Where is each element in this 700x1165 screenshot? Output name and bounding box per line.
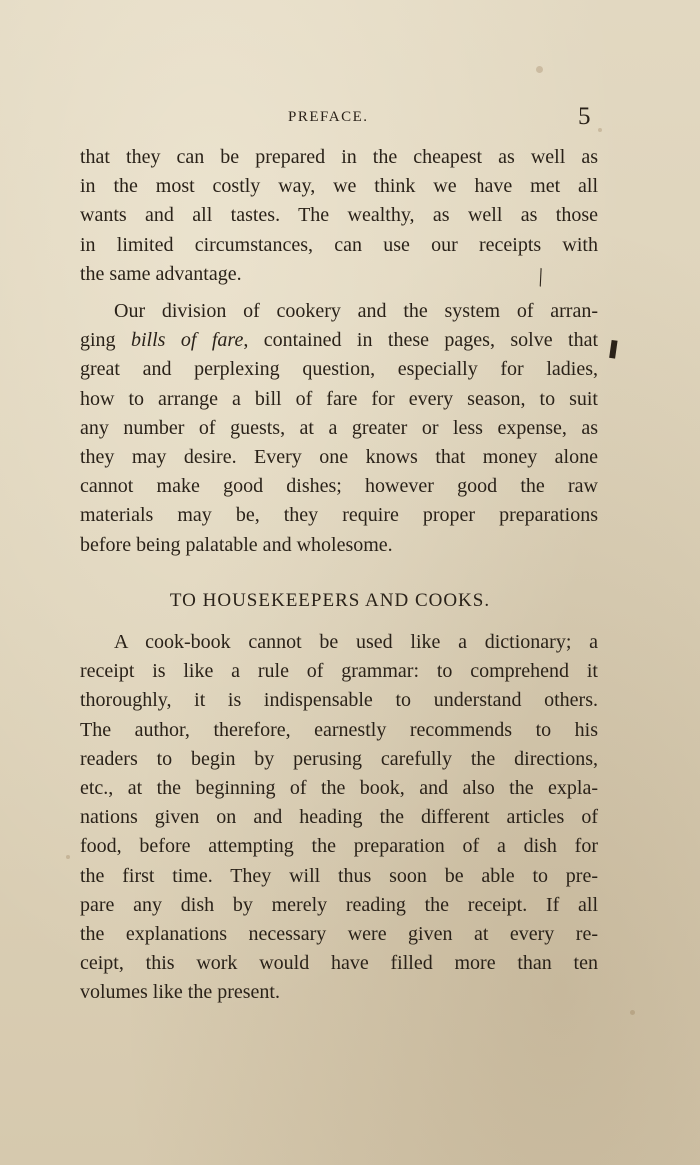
paragraph-2	[80, 297, 598, 560]
ink-mark: ╲	[532, 268, 548, 288]
page-number: 5	[578, 103, 591, 130]
text-line: volumes like the present.	[80, 981, 280, 1004]
text-line-with-italic	[80, 326, 598, 355]
text-line: readers to begin by perusing carefully the directions,	[80, 747, 598, 770]
paper-stain	[66, 855, 70, 859]
text-line: receipt is like a rule of grammar: to comprehend it	[80, 660, 598, 683]
text-line: before being palatable and wholesome.	[80, 533, 393, 556]
paragraph-3	[80, 628, 598, 1007]
text-line: the same advantage.	[80, 262, 242, 285]
text-line: they may desire. Every one knows that money alone	[80, 445, 598, 468]
text-line: great and perplexing question, especially for ladies,	[80, 358, 598, 381]
text-line: thoroughly, it is indispensable to understand others.	[80, 689, 598, 712]
text-line: the first time. They will thus soon be able to pre-	[80, 864, 598, 887]
text-line: the explanations necessary were given at every re-	[80, 922, 598, 945]
section-heading	[0, 590, 700, 612]
text-line: etc., at the beginning of the book, and also the expla-	[80, 776, 598, 799]
text-line: pare any dish by merely reading the receipt. If all	[80, 893, 598, 916]
text-line: A cook-book cannot be used like a dictionary; a	[114, 631, 598, 653]
text-line: The author, therefore, earnestly recommends to his	[80, 718, 598, 741]
ink-mark: ❚	[604, 337, 623, 360]
text-fragment: ging	[80, 329, 131, 352]
text-line: ceipt, this work would have filled more than ten	[80, 952, 598, 975]
section-heading-text: TO HOUSEKEEPERS AND COOKS.	[169, 590, 491, 611]
text-line: cannot make good dishes; however good the raw	[80, 475, 598, 498]
text-line: Our division of cookery and the system of arran-	[114, 300, 598, 322]
text-line: how to arrange a bill of fare for every season, to suit	[80, 387, 598, 410]
text-line: nations given on and heading the different articles of	[80, 806, 598, 829]
paper-stain	[536, 66, 543, 73]
text-line: in the most costly way, we think we have met all	[80, 175, 598, 198]
paper-stain	[630, 1010, 635, 1015]
text-line: any number of guests, at a greater or less expense, as	[80, 416, 598, 439]
text-line: food, before attempting the preparation of a dish for	[80, 835, 598, 858]
paragraph-1	[80, 143, 598, 289]
text-line: in limited circumstances, can use our receipts with	[80, 233, 598, 256]
text-line: that they can be prepared in the cheapest as well as	[80, 146, 598, 168]
running-title: PREFACE.	[288, 109, 369, 125]
italic-phrase: bills of fare	[130, 329, 244, 352]
text-line: materials may be, they require proper preparations	[80, 504, 598, 527]
text-fragment: , contained in these pages, solve that	[243, 329, 599, 352]
text-line: wants and all tastes. The wealthy, as well as those	[80, 204, 598, 227]
running-head	[0, 103, 700, 137]
